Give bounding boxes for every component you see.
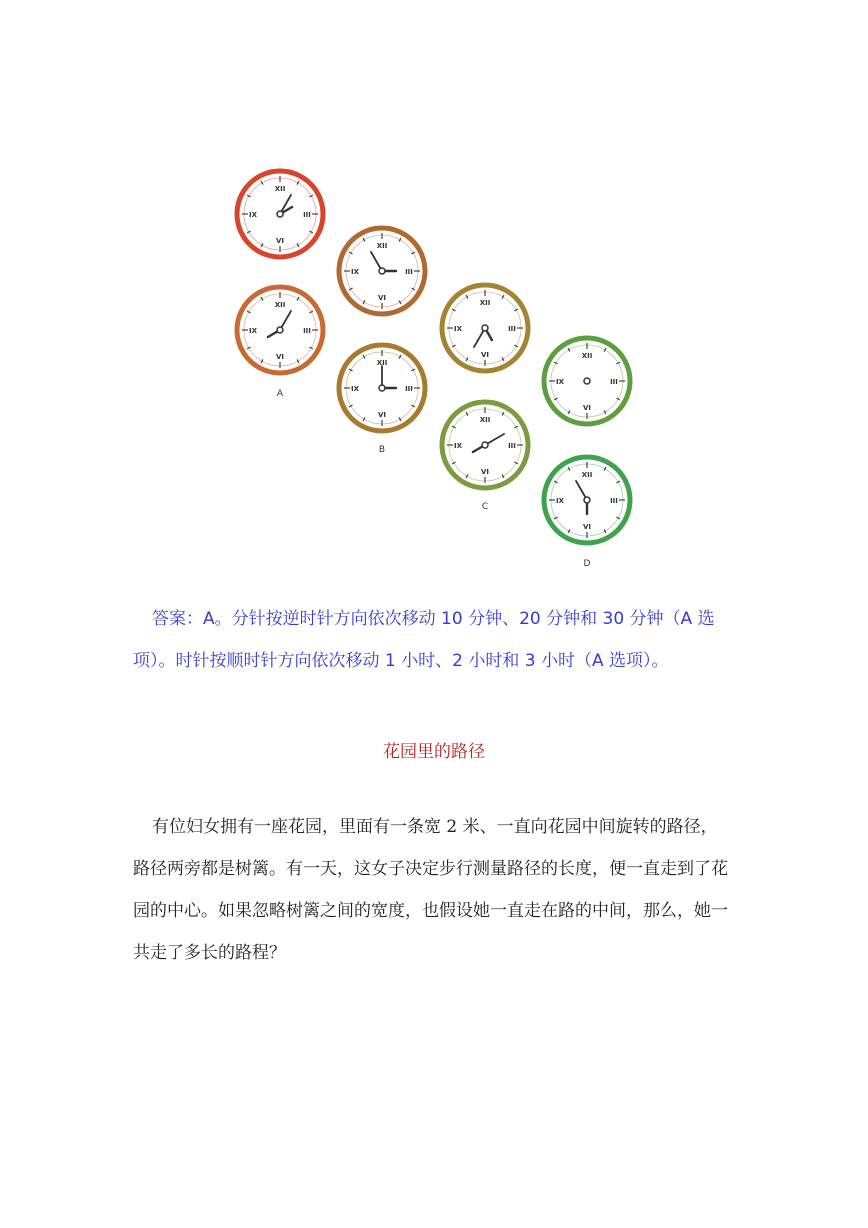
clock-center [584, 378, 590, 384]
clock-numeral: IX [350, 385, 360, 393]
clock-face-a-2 [237, 287, 323, 373]
clock-numeral: VI [480, 351, 490, 359]
clock-numeral: IX [555, 497, 565, 505]
clock-numeral: VI [275, 237, 285, 245]
clock-numeral: VI [275, 353, 285, 361]
clock-puzzle-illustration [232, 168, 642, 578]
clock-numeral: III [303, 211, 311, 219]
clock-numeral: III [303, 327, 311, 335]
clock-numeral: IX [453, 442, 463, 450]
clock-center [584, 497, 590, 503]
puzzle-title: 花园里的路径 [383, 742, 485, 762]
clock-numeral: XII [274, 301, 286, 309]
clock-center [379, 268, 385, 274]
clock-numeral: VI [582, 404, 592, 412]
clock-numeral: XII [479, 299, 491, 307]
clock-numeral: IX [555, 378, 565, 386]
clock-numeral: IX [248, 327, 258, 335]
clock-face-d-1 [544, 338, 630, 424]
clock-face-c-1 [442, 285, 528, 371]
clock-group-label-c: C [481, 502, 489, 512]
clock-center [277, 327, 283, 333]
puzzle-line-2: 路径两旁都是树篱。有一天，这女子决定步行测量路径的长度，便一直走到了花 [133, 859, 728, 879]
puzzle-line-3: 园的中心。如果忽略树篱之间的宽度，也假设她一直走在路的中间，那么，她一 [133, 901, 728, 921]
clock-face-b-2 [339, 345, 425, 431]
clock-numeral: III [405, 268, 413, 276]
clock-puzzle-figure [232, 168, 642, 578]
clock-center [277, 211, 283, 217]
clock-center [482, 442, 488, 448]
clock-numeral: IX [248, 211, 258, 219]
clock-center [379, 385, 385, 391]
clock-face-a-1 [237, 171, 323, 257]
clock-numeral: VI [377, 294, 387, 302]
clock-numeral: III [610, 497, 618, 505]
answer-line-1: 答案：A。分针按逆时针方向依次移动 10 分钟、20 分钟和 30 分钟（A 选 [152, 609, 715, 629]
clock-face-b-1 [339, 228, 425, 314]
answer-text [133, 598, 733, 682]
clock-numeral: VI [582, 523, 592, 531]
clock-group-label-b: B [378, 445, 386, 455]
clock-numeral: VI [480, 468, 490, 476]
clock-numeral: XII [376, 359, 388, 367]
clock-numeral: IX [350, 268, 360, 276]
clock-numeral: III [405, 385, 413, 393]
clock-numeral: XII [581, 471, 593, 479]
clock-numeral: XII [479, 416, 491, 424]
clock-face-d-2 [544, 457, 630, 543]
puzzle-line-4: 共走了多长的路程？ [133, 943, 286, 963]
clock-group-label-a: A [276, 389, 284, 399]
clock-numeral: III [508, 442, 516, 450]
puzzle-text [133, 806, 743, 974]
clock-group-label-d: D [583, 559, 591, 569]
clock-numeral: III [508, 325, 516, 333]
clock-numeral: XII [376, 242, 388, 250]
clock-face-c-2 [442, 402, 528, 488]
puzzle-line-1: 有位妇女拥有一座花园，里面有一条宽 2 米、一直向花园中间旋转的路径， [152, 817, 718, 837]
clock-numeral: XII [274, 185, 286, 193]
clock-center [482, 325, 488, 331]
clock-numeral: III [610, 378, 618, 386]
clock-numeral: XII [581, 352, 593, 360]
clock-numeral: IX [453, 325, 463, 333]
clock-numeral: VI [377, 411, 387, 419]
answer-line-2: 项）。时针按顺时针方向依次移动 1 小时、2 小时和 3 小时（A 选项）。 [133, 651, 669, 671]
